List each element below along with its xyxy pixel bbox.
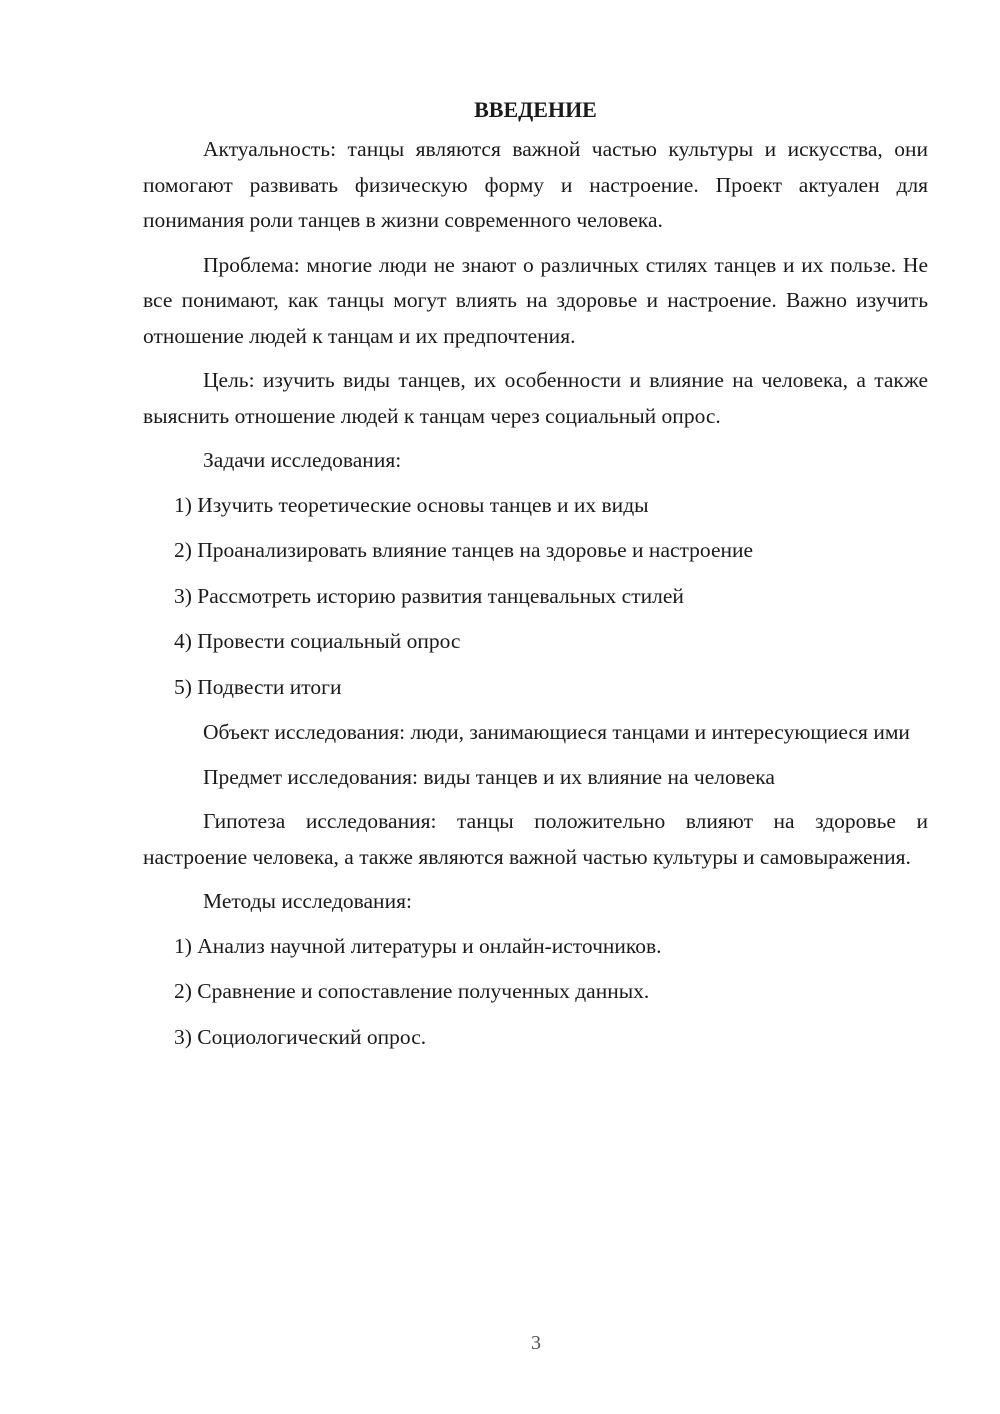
task-item-2: 2) Проанализировать влияние танцев на здоровье и настроение [174,538,754,562]
method-item-1: 1) Анализ научной литературы и онлайн-источников. [174,933,662,958]
page-number: 3 [531,1332,541,1354]
task-item-3: 3) Рассмотреть историю развития танцевальных стилей [174,583,684,608]
task-item-4: 4) Провести социальный опрос [174,629,461,653]
problem-paragraph: Проблема: многие люди не знают о различных стилях танцев и их пользе. Не все понимают, как танцы могут влиять на здоровье и настроение. Важно изучить отношение людей к танцам и их предпочтения. [143,252,928,348]
method-item-3: 3) Социологический опрос. [174,1024,427,1049]
object-paragraph: Объект исследования: люди, занимающиеся танцами и интересующиеся ими [203,720,910,744]
tasks-heading: Задачи исследования: [203,448,402,472]
subject-paragraph: Предмет исследования: виды танцев и их влияние на человека [203,764,775,789]
page-title: ВВЕДЕНИЕ [474,97,597,122]
relevance-paragraph: Актуальность: танцы являются важной частью культуры и искусства, они помогают развивать физическую форму и настроение. Проект актуален для понимания роли танцев в жизни современного человека. [143,137,928,232]
method-item-2: 2) Сравнение и сопоставление полученных данных. [174,979,650,1003]
goal-paragraph: Цель: изучить виды танцев, их особенности и влияние на человека, а также выяснить отношение людей к танцам через социальный опрос. [143,368,928,428]
task-item-5: 5) Подвести итоги [174,674,342,699]
hypothesis-paragraph: Гипотеза исследования: танцы положительно влияют на здоровье и настроение человека, а также являются важной частью культуры и самовыражения. [143,809,928,869]
document-page [143,92,928,1065]
task-item-1: 1) Изучить теоретические основы танцев и их виды [174,492,649,517]
methods-heading: Методы исследования: [203,889,412,913]
